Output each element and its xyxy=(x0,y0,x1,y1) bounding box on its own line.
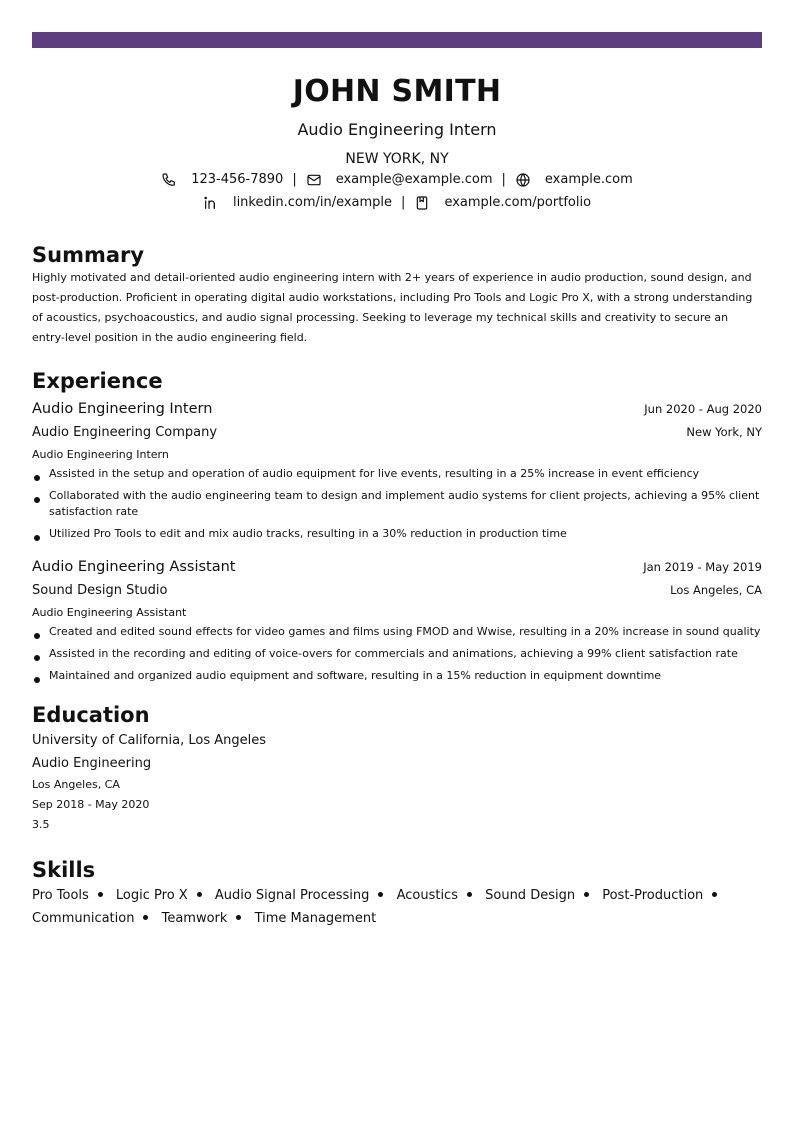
job-bullets xyxy=(32,466,762,542)
globe-icon xyxy=(515,172,531,188)
skill-item: Teamwork xyxy=(161,911,228,926)
job-role: Audio Engineering Intern xyxy=(32,448,169,461)
education-heading: Education xyxy=(32,703,150,727)
email-link[interactable]: example@example.com xyxy=(335,172,493,187)
job-dates: Jun 2020 - Aug 2020 xyxy=(644,402,762,416)
job-header xyxy=(32,556,762,578)
job-location: Los Angeles, CA xyxy=(670,583,762,597)
candidate-location: NEW YORK, NY xyxy=(345,151,449,167)
job-dates: Jan 2019 - May 2019 xyxy=(643,560,762,574)
skills-heading: Skills xyxy=(32,858,96,882)
mail-icon xyxy=(306,172,322,188)
contact-separator: | xyxy=(501,172,506,187)
phone-icon xyxy=(161,172,177,188)
summary-text: Highly motivated and detail-oriented audio engineering intern with 2+ years of experience in audio production, sound design, and post-production. Proficient in operating digital audio workstations, including Pro Tools and Logic Pro X, with a strong understanding of acoustics, psychoacoustics, and audio signal processing. Seeking to leverage my technical skills and creativity to secure an entry-level position in the audio engineering field. xyxy=(32,271,753,344)
portfolio-link[interactable]: example.com/portfolio xyxy=(444,195,592,210)
contact-separator: | xyxy=(401,195,406,210)
skill-separator-dot xyxy=(143,915,148,920)
skill-item: Time Management xyxy=(254,911,377,926)
linkedin-icon xyxy=(203,195,219,211)
linkedin-link[interactable]: linkedin.com/in/example xyxy=(232,195,393,210)
education-dates: Sep 2018 - May 2020 xyxy=(32,798,150,811)
job-company: Sound Design Studio xyxy=(32,583,168,598)
job-company-row xyxy=(32,420,762,444)
job-location: New York, NY xyxy=(686,425,762,439)
skill-item: Logic Pro X xyxy=(115,888,188,903)
education-gpa: 3.5 xyxy=(32,818,50,831)
candidate-role: Audio Engineering Intern xyxy=(297,120,497,139)
website-link[interactable]: example.com xyxy=(544,172,633,187)
job-bullet: Utilized Pro Tools to edit and mix audio tracks, resulting in a 30% reduction in production time xyxy=(32,526,762,542)
resume-page xyxy=(32,48,762,930)
skill-item: Audio Signal Processing xyxy=(214,888,370,903)
phone-link[interactable]: 123-456-7890 xyxy=(191,172,284,187)
contact-row-secondary xyxy=(32,194,762,212)
skill-separator-dot xyxy=(584,892,589,897)
skill-item: Sound Design xyxy=(485,888,576,903)
job-header xyxy=(32,398,762,420)
job-company-row xyxy=(32,578,762,602)
candidate-name: JOHN SMITH xyxy=(292,74,502,109)
skill-item: Communication xyxy=(32,911,135,926)
education-location: Los Angeles, CA xyxy=(32,778,120,791)
skill-separator-dot xyxy=(712,892,717,897)
accent-bar xyxy=(32,32,762,48)
bookmark-icon xyxy=(414,195,430,211)
skill-item: Acoustics xyxy=(396,888,458,903)
job-company: Audio Engineering Company xyxy=(32,425,218,440)
job-bullet: Assisted in the recording and editing of voice-overs for commercials and animations, achieving a 99% client satisfaction rate xyxy=(32,646,762,662)
skill-item: Pro Tools xyxy=(32,888,89,903)
skill-item: Post-Production xyxy=(602,888,704,903)
skill-separator-dot xyxy=(467,892,472,897)
job-bullet: Assisted in the setup and operation of audio equipment for live events, resulting in a 25% increase in event efficiency xyxy=(32,466,762,482)
skill-separator-dot xyxy=(236,915,241,920)
job-entry xyxy=(32,556,762,684)
skill-separator-dot xyxy=(378,892,383,897)
contact-row-primary xyxy=(32,171,762,189)
job-title: Audio Engineering Assistant xyxy=(32,559,236,575)
education-school: University of California, Los Angeles xyxy=(32,733,267,748)
skills-list xyxy=(32,884,732,930)
education-degree: Audio Engineering xyxy=(32,756,152,771)
skill-separator-dot xyxy=(98,892,103,897)
summary-heading: Summary xyxy=(32,243,145,267)
job-role: Audio Engineering Assistant xyxy=(32,606,187,619)
job-bullet: Collaborated with the audio engineering team to design and implement audio systems for client projects, achieving a 95% client satisfaction rate xyxy=(32,488,762,520)
job-bullet: Created and edited sound effects for video games and films using FMOD and Wwise, resulting in a 20% increase in sound quality xyxy=(32,624,762,640)
job-title: Audio Engineering Intern xyxy=(32,401,213,417)
job-bullet: Maintained and organized audio equipment and software, resulting in a 15% reduction in equipment downtime xyxy=(32,668,762,684)
experience-heading: Experience xyxy=(32,369,163,393)
contact-separator: | xyxy=(292,172,297,187)
job-bullets xyxy=(32,624,762,684)
skill-separator-dot xyxy=(197,892,202,897)
job-entry xyxy=(32,398,762,542)
